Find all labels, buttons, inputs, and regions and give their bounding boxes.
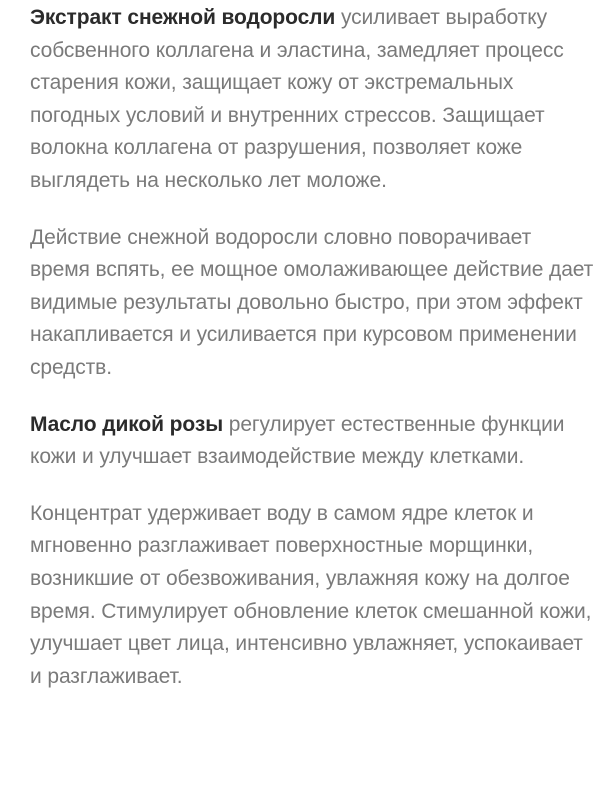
bold-term-wild-rose-oil: Масло дикой розы <box>30 412 224 436</box>
paragraph-text: Действие снежной водоросли словно поворачивает время вспять, ее мощное омолаживающее действие дает видимые результаты довольно быстро, при этом эффект накапливается и усиливается при курсовом применении средств. <box>30 225 594 379</box>
paragraph-wild-rose-oil <box>30 409 594 474</box>
paragraph-snow-algae-extract <box>30 2 594 198</box>
paragraph-text: регулирует естественные функции кожи и улучшает взаимодействие между клетками. <box>30 412 565 469</box>
paragraph-text: Концентрат удерживает воду в самом ядре клеток и мгновенно разглаживает поверхностные морщинки, возникшие от обезвоживания, увлажняя кожу на долгое время. Стимулирует обновление клеток смешанной кожи, улучшает цвет лица, интенсивно увлажняет, успокаивает и разглаживает. <box>30 501 592 688</box>
paragraph-snow-algae-action <box>30 222 594 385</box>
bold-term-snow-algae-extract: Экстракт снежной водоросли <box>30 6 336 29</box>
paragraph-text: усиливает выработку собсвенного коллагена и эластина, замедляет процесс старения кожи, защищает кожу от экстремальных погодных условий и внутренних стрессов. Защищает волокна коллагена от разрушения, позволяет коже выглядеть на несколько лет моложе. <box>30 6 564 192</box>
paragraph-concentrate <box>30 498 594 694</box>
